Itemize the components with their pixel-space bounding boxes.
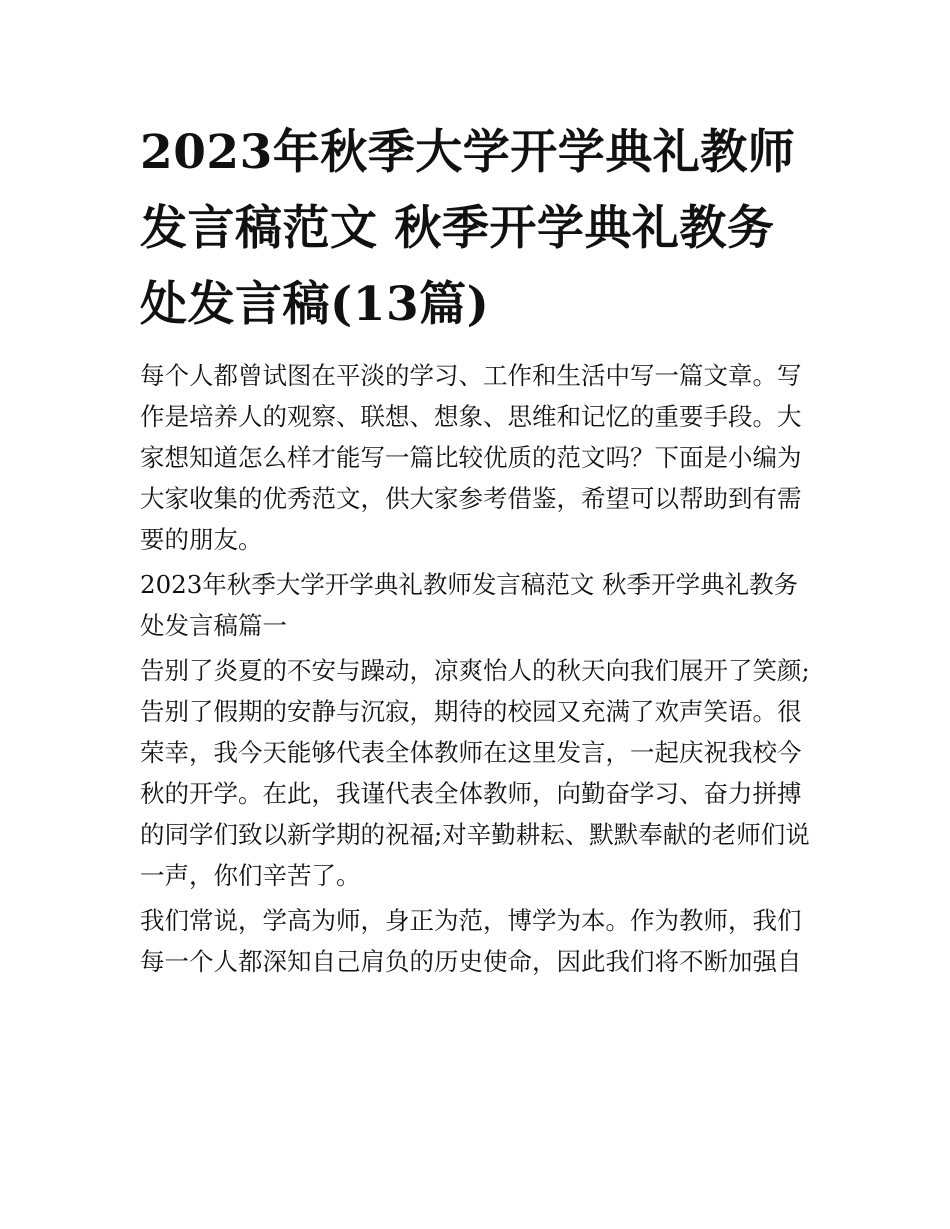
body-paragraph: 告别了炎夏的不安与躁动，凉爽怡人的秋天向我们展开了笑颜;告别了假期的安静与沉寂，期待的校园又充满了欢声笑语。很荣幸，我今天能够代表全体教师在这里发言，一起庆祝我校今秋的开学。在此，我谨代表全体教师，向勤奋学习、奋力拼搏的同学们致以新学期的祝福;对辛勤耕耘、默默奉献的老师们说一声，你们辛苦了。 [140,656,810,890]
section-heading: 2023年秋季大学开学典礼教师发言稿范文 秋季开学典礼教务处发言稿篇一 [140,570,799,640]
body-paragraph: 我们常说，学高为师，身正为范，博学为本。作为教师，我们每一个人都深知自己肩负的历史使命，因此我们将不断加强自 [140,906,802,976]
document-title: 2023年秋季大学开学典礼教师发言稿范文 秋季开学典礼教务处发言稿(13篇) [140,125,796,332]
intro-paragraph: 每个人都曾试图在平淡的学习、工作和生活中写一篇文章。写作是培养人的观察、联想、想象、思维和记忆的重要手段。大家想知道怎么样才能写一篇比较优质的范文吗？下面是小编为大家收集的优秀范文，供大家参考借鉴，希望可以帮助到有需要的朋友。 [140,361,802,554]
